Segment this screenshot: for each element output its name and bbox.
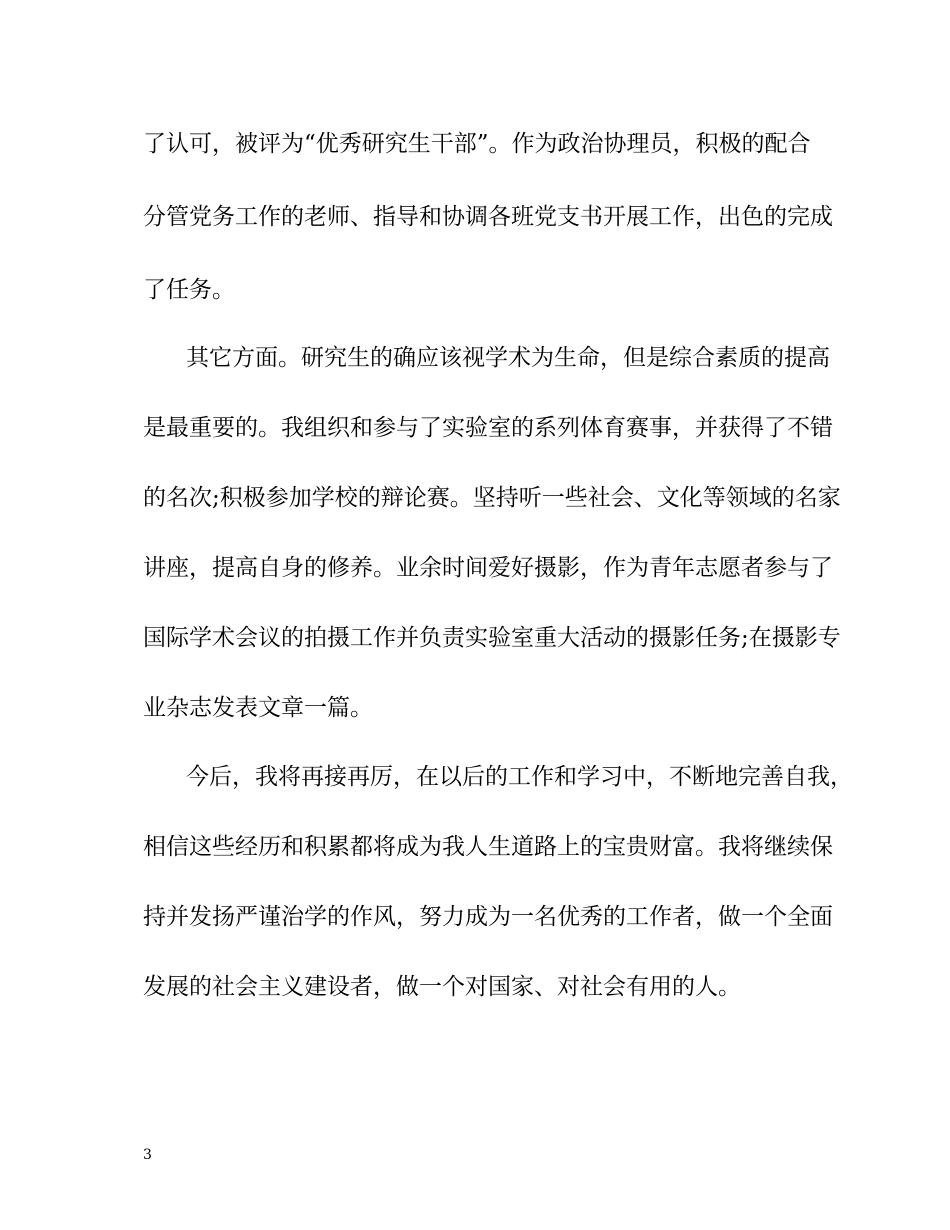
paragraph-line: 讲座，提高自身的修养。业余时间爱好摄影，作为青年志愿者参与了: [143, 555, 833, 581]
paragraph-line: 的名次;积极参加学校的辩论赛。坚持听一些社会、文化等领域的名家: [143, 485, 841, 511]
paragraph-line: 是最重要的。我组织和参与了实验室的系列体育赛事，并获得了不错: [143, 415, 833, 441]
paragraph-line: 了任务。: [143, 277, 235, 303]
paragraph-line: 分管党务工作的老师、指导和协调各班党支书开展工作，出色的完成: [143, 204, 833, 230]
paragraph-line: 持并发扬严谨治学的作风，努力成为一名优秀的工作者，做一个全面: [143, 904, 833, 930]
paragraph-line: 了认可，被评为“优秀研究生干部”。作为政治协理员，积极的配合: [143, 131, 811, 157]
paragraph-line: 发展的社会主义建设者，做一个对国家、对社会有用的人。: [143, 974, 741, 1000]
paragraph-line: 今后，我将再接再厉，在以后的工作和学习中，不断地完善自我，: [186, 764, 853, 790]
paragraph-line: 业杂志发表文章一篇。: [143, 695, 373, 721]
page-number: 3: [143, 1147, 152, 1163]
paragraph-line: 其它方面。研究生的确应该视学术为生命，但是综合素质的提高: [186, 345, 830, 371]
paragraph-line: 相信这些经历和积累都将成为我人生道路上的宝贵财富。我将继续保: [143, 834, 833, 860]
paragraph-line: 国际学术会议的拍摄工作并负责实验室重大活动的摄影任务;在摄影专: [143, 625, 841, 651]
